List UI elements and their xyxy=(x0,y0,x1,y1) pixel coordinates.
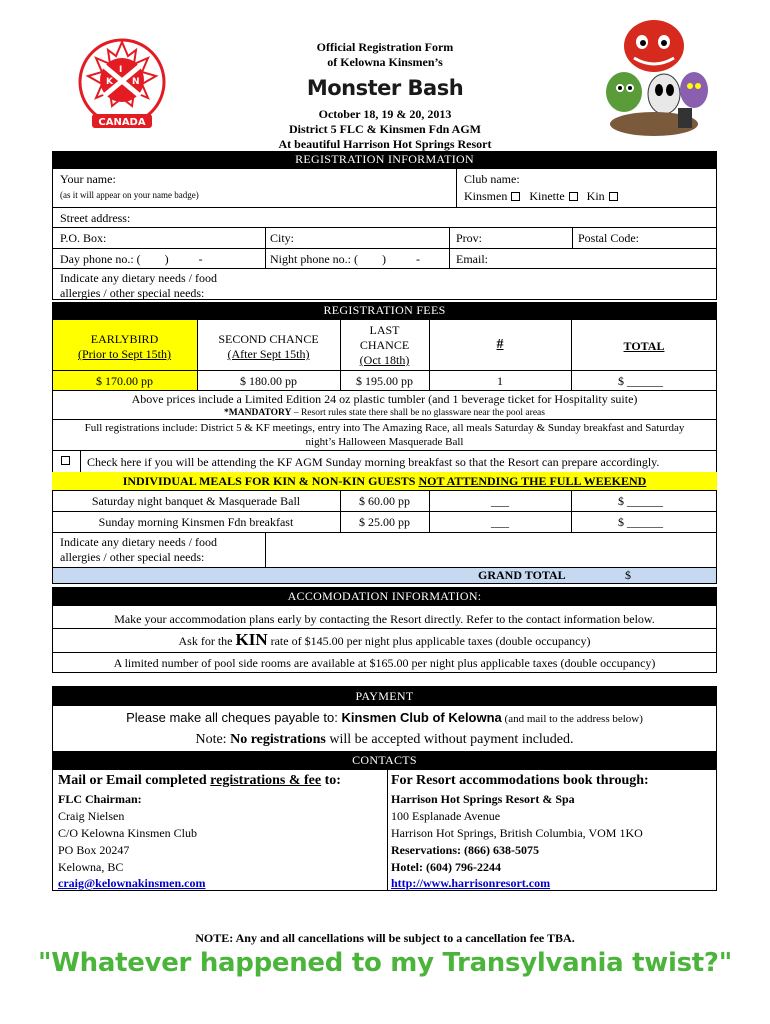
resort-website-link[interactable]: http://www.harrisonresort.com xyxy=(391,876,551,890)
grand-total-row xyxy=(53,567,716,583)
note-bold: No registrations xyxy=(230,732,326,747)
meals-dietary-label-1: Indicate any dietary needs / food xyxy=(60,535,217,549)
header-line1: Official Registration Form xyxy=(316,40,454,54)
full-registration-note-2: night’s Halloween Masquerade Ball xyxy=(305,436,464,448)
city-label: City: xyxy=(270,231,295,245)
day-phone-label: Day phone no.: ( ) - xyxy=(60,252,203,266)
accommodation-bar: ACCOMODATION INFORMATION: xyxy=(52,587,717,605)
payable-pre: Please make all cheques payable to: xyxy=(126,710,342,725)
logo-letter: I xyxy=(119,65,123,75)
payment-line-1 xyxy=(52,710,717,727)
cancellation-note: NOTE: Any and all cancellations will be subject to a cancellation fee TBA. xyxy=(195,931,575,945)
earlybird-date: (Prior to Sept 15th) xyxy=(78,347,171,361)
price-includes-note: Above prices include a Limited Edition 24 oz plastic tumbler (and 1 beverage ticket for Hospitality suite) xyxy=(131,392,638,406)
payment-bar: PAYMENT xyxy=(52,686,717,706)
breakfast-check-label: Check here if you will be attending the KF AGM Sunday morning breakfast so that the Resort can prepare accordingly. xyxy=(87,455,660,469)
form-header xyxy=(250,40,520,152)
kin-canada-logo xyxy=(76,36,168,132)
payment-line-2 xyxy=(52,732,717,748)
meal-row-label: Saturday night banquet & Masquerade Ball xyxy=(91,494,301,508)
club-name-label: Club name: xyxy=(464,172,520,186)
resort-hotel-phone: Hotel: (604) 796-2244 xyxy=(391,860,501,874)
contact-address-2: PO Box 20247 xyxy=(58,843,130,857)
logo-letter: K xyxy=(106,77,113,87)
note-pre: Note: xyxy=(195,732,231,747)
total-header: TOTAL xyxy=(623,339,665,353)
accommodation-line-1: Make your accommodation plans early by contacting the Resort directly. Refer to the contact information below. xyxy=(114,612,655,626)
payable-post: (and mail to the address below) xyxy=(501,713,643,725)
registration-info-bar: REGISTRATION INFORMATION xyxy=(52,151,717,168)
earlybird-label: EARLYBIRD xyxy=(90,332,159,346)
mandatory-label: *MANDATORY xyxy=(224,408,292,418)
contact-email-link[interactable]: craig@kelownakinsmen.com xyxy=(58,876,206,890)
street-address-label: Street address: xyxy=(60,211,131,225)
meal-row-qty[interactable]: ___ xyxy=(491,494,509,508)
monster-group-icon xyxy=(594,12,714,140)
badge-note: (as it will appear on your name badge) xyxy=(60,190,199,200)
second-chance-price: $ 180.00 pp xyxy=(240,374,297,388)
payable-to: Kinsmen Club of Kelowna xyxy=(341,710,502,725)
contacts-left-heading xyxy=(58,772,341,789)
left-heading-3: to: xyxy=(321,773,341,788)
dietary-label-2: allergies / other special needs: xyxy=(60,286,205,300)
header-line2: of Kelowna Kinsmen’s xyxy=(327,55,443,69)
flc-chairman-label: FLC Chairman: xyxy=(58,792,142,806)
resort-name: Harrison Hot Springs Resort & Spa xyxy=(391,792,575,806)
contacts-right-heading: For Resort accommodations book through: xyxy=(391,773,649,788)
last-chance-label-2: CHANCE xyxy=(359,338,410,352)
full-registration-note-1: Full registrations include: District 5 & KF meetings, entry into The Amazing Race, all meals Saturday & Sunday breakfast and Saturday xyxy=(84,422,685,434)
dietary-label-1: Indicate any dietary needs / food xyxy=(60,271,217,285)
left-heading-1: Mail or Email completed xyxy=(58,773,211,788)
email-label: Email: xyxy=(456,252,488,266)
club-option-label: Kinette xyxy=(529,189,565,203)
mandatory-note xyxy=(52,406,717,420)
event-agm: District 5 FLC & Kinsmen Fdn AGM xyxy=(289,122,481,136)
second-chance-label: SECOND CHANCE xyxy=(218,332,319,346)
grand-total-label: GRAND TOTAL xyxy=(478,568,566,582)
contact-name: Craig Nielsen xyxy=(58,809,125,823)
club-option-label: Kinsmen xyxy=(464,189,508,203)
your-name-label: Your name: xyxy=(60,172,116,186)
last-chance-date: (Oct 18th) xyxy=(359,353,410,367)
kin-rate-kin: KIN xyxy=(235,630,268,649)
postal-code-label: Postal Code: xyxy=(578,231,640,245)
accommodation-line-2 xyxy=(52,630,717,649)
contact-address-1: C/O Kelowna Kinsmen Club xyxy=(58,826,197,840)
earlybird-price: $ 170.00 pp xyxy=(96,374,153,388)
kinsmen-checkbox[interactable] xyxy=(511,192,520,201)
mandatory-text: – Resort rules state there shall be no glassware near the pool areas xyxy=(291,408,545,418)
slogan: "Whatever happened to my Transylvania twist?" xyxy=(38,948,732,978)
registration-qty: 1 xyxy=(497,374,503,388)
club-options xyxy=(464,189,618,203)
event-dates: October 18, 19 & 20, 2013 xyxy=(318,107,452,121)
event-location: At beautiful Harrison Hot Springs Resort xyxy=(278,137,492,151)
meal-row-total[interactable]: $ ______ xyxy=(618,494,663,508)
last-chance-label-1: LAST xyxy=(369,323,400,337)
registration-fees-bar: REGISTRATION FEES xyxy=(52,302,717,319)
meal-row-qty[interactable]: ___ xyxy=(491,515,509,529)
meal-row-total[interactable]: $ ______ xyxy=(618,515,663,529)
resort-address-1: 100 Esplanade Avenue xyxy=(391,809,501,823)
left-heading-2: registrations & fee xyxy=(210,773,322,788)
event-title: Monster Bash xyxy=(306,76,464,100)
resort-reservations: Reservations: (866) 638-5075 xyxy=(391,843,539,857)
last-chance-price: $ 195.00 pp xyxy=(356,374,413,388)
meals-dietary-label-2: allergies / other special needs: xyxy=(60,550,205,564)
note-post: will be accepted without payment included. xyxy=(325,732,574,747)
po-box-label: P.O. Box: xyxy=(60,231,107,245)
meals-title xyxy=(52,474,717,488)
contact-address-3: Kelowna, BC xyxy=(58,860,124,874)
resort-address-2: Harrison Hot Springs, British Columbia, VOM 1KO xyxy=(391,826,643,840)
kin-rate-post: rate of $145.00 per night plus applicable taxes (double occupancy) xyxy=(267,634,591,648)
count-header: # xyxy=(496,337,504,352)
logo-ring-text: CANADA xyxy=(98,117,146,128)
accommodation-line-3: A limited number of pool side rooms are available at $165.00 per night plus applicable taxes (double occupancy) xyxy=(113,656,656,670)
meals-title-part2: NOT ATTENDING THE FULL WEEKEND xyxy=(418,474,647,488)
club-option-label: Kin xyxy=(586,189,605,203)
contacts-bar: CONTACTS xyxy=(52,752,717,769)
kinette-checkbox[interactable] xyxy=(569,192,578,201)
kin-checkbox[interactable] xyxy=(609,192,618,201)
meals-title-part1: INDIVIDUAL MEALS FOR KIN & NON-KIN GUESTS xyxy=(122,474,419,488)
meal-row-price: $ 60.00 pp xyxy=(359,494,410,508)
kin-rate-pre: Ask for the xyxy=(178,634,236,648)
night-phone-label: Night phone no.: ( ) - xyxy=(270,252,420,266)
second-chance-date: (After Sept 15th) xyxy=(227,347,310,361)
meal-row-price: $ 25.00 pp xyxy=(359,515,410,529)
meal-row-label: Sunday morning Kinsmen Fdn breakfast xyxy=(98,515,294,529)
breakfast-checkbox[interactable] xyxy=(61,456,70,465)
registration-total[interactable]: $ ______ xyxy=(618,374,663,388)
prov-label: Prov: xyxy=(456,231,483,245)
grand-total-value[interactable]: $ xyxy=(625,568,631,582)
logo-letter: N xyxy=(132,77,140,87)
